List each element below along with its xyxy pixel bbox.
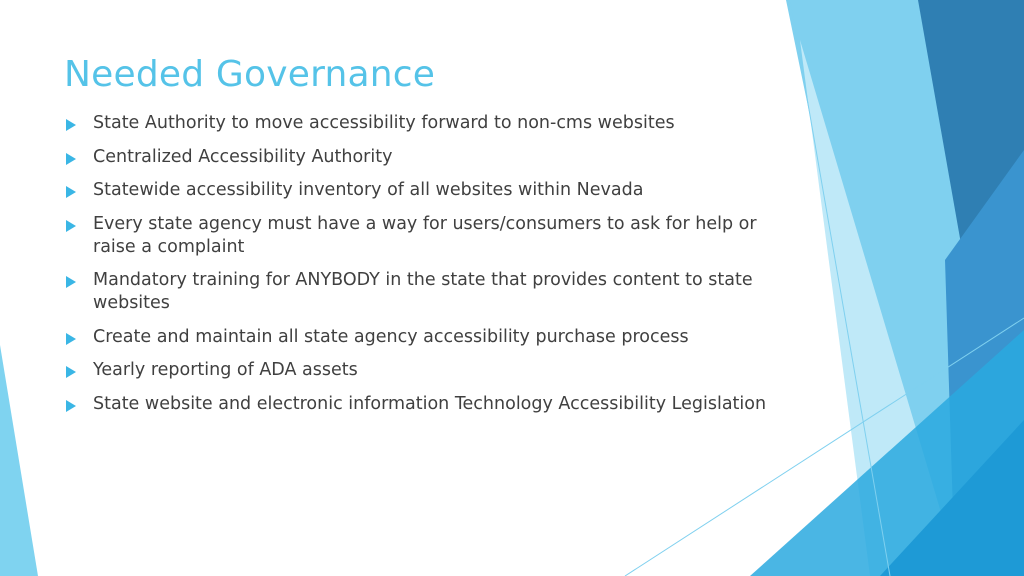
list-item-text: Statewide accessibility inventory of all websites within Nevada [93,180,644,200]
list-item [64,393,784,416]
list-item-text: Yearly reporting of ADA assets [93,360,358,380]
list-item [64,213,784,259]
list-item-text: Every state agency must have a way for users/consumers to ask for help or raise a complaint [93,213,757,257]
bullet-arrow-icon [66,119,76,131]
bullet-arrow-icon [66,276,76,288]
list-item-text: Mandatory training for ANYBODY in the state that provides content to state websites [93,270,753,313]
list-item-text: State website and electronic information Technology Accessibility Legislation [93,393,767,414]
list-item [64,146,784,169]
list-item [64,179,784,202]
bullet-arrow-icon [66,400,76,412]
bullet-arrow-icon [66,220,76,232]
bullet-arrow-icon [66,366,76,378]
list-item [64,112,784,135]
left-edge-shape [0,345,38,576]
list-item [64,326,784,349]
list-item-text: Centralized Accessibility Authority [93,146,393,167]
bullet-arrow-icon [66,186,76,198]
list-item [64,269,784,315]
bullet-arrow-icon [66,153,76,165]
slide-title: Needed Governance [64,54,436,95]
list-item-text: Create and maintain all state agency accessibility purchase process [93,326,689,347]
list-item [64,359,784,382]
bullet-arrow-icon [66,333,76,345]
bullet-list [64,112,784,426]
list-item-text: State Authority to move accessibility forward to non-cms websites [93,113,675,133]
